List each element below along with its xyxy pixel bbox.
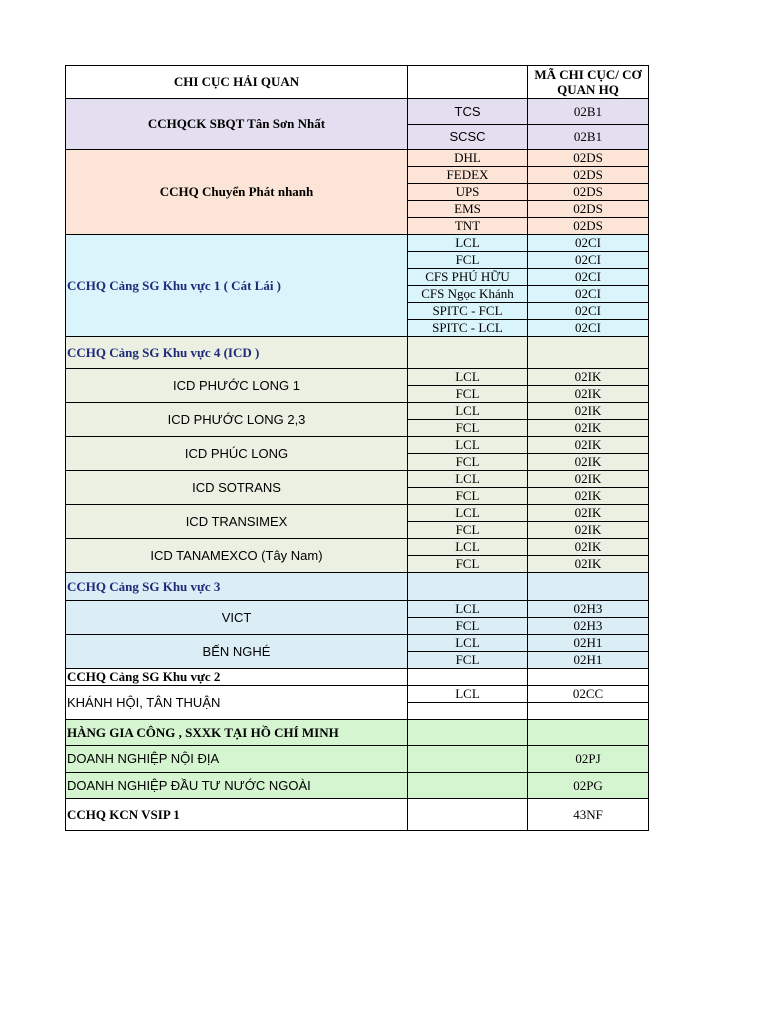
branch-code: 02IK [528,505,649,522]
branch-code: 02PJ [528,746,649,773]
branch-code: 43NF [528,799,649,831]
table-row [66,773,649,799]
empty-cell [408,720,528,746]
icd-name: ICD PHƯỚC LONG 1 [66,369,408,403]
branch-name: CCHQ Chuyển Phát nhanh [66,150,408,235]
branch-code: 02IK [528,454,649,471]
table-row [66,150,649,167]
branch-code: 02H1 [528,635,649,652]
cargo-type: LCL [408,686,528,703]
cargo-type: LCL [408,539,528,556]
cargo-type: LCL [408,635,528,652]
branch-code: 02IK [528,437,649,454]
cargo-type [408,703,528,720]
table-row [66,635,649,652]
branch-code: 02IK [528,471,649,488]
empty-cell [408,337,528,369]
customs-branch-table [65,65,649,831]
table-row [66,686,649,703]
table-row [66,799,649,831]
empty-cell [408,669,528,686]
enterprise-name: DOANH NGHIỆP ĐẦU TƯ NƯỚC NGOÀI [66,773,408,799]
cargo-type: UPS [408,184,528,201]
table-row [66,471,649,488]
table-row [66,505,649,522]
branch-code: 02DS [528,184,649,201]
branch-code: 02CI [528,269,649,286]
cargo-type: LCL [408,403,528,420]
empty-cell [528,669,649,686]
cargo-type: FCL [408,652,528,669]
branch-code: 02DS [528,150,649,167]
header-branch-name: CHI CỤC HẢI QUAN [66,66,408,99]
branch-code: 02H3 [528,601,649,618]
section-row [66,720,649,746]
cargo-type: TCS [408,99,528,125]
branch-code: 02DS [528,201,649,218]
cargo-type: CFS Ngọc Khánh [408,286,528,303]
branch-code: 02CI [528,286,649,303]
section-row [66,669,649,686]
cargo-type: FCL [408,488,528,505]
port-name: VICT [66,601,408,635]
cargo-type: FCL [408,556,528,573]
branch-code: 02IK [528,556,649,573]
branch-code: 02H3 [528,618,649,635]
cargo-type: EMS [408,201,528,218]
section-title: CCHQ Cảng SG Khu vực 4 (ICD ) [66,337,408,369]
section-title: CCHQ Cảng SG Khu vực 3 [66,573,408,601]
branch-code: 02CI [528,235,649,252]
cargo-type: FCL [408,618,528,635]
branch-code: 02IK [528,420,649,437]
branch-name: CCHQCK SBQT Tân Sơn Nhất [66,99,408,150]
cargo-type [408,746,528,773]
icd-name: ICD TANAMEXCO (Tây Nam) [66,539,408,573]
cargo-type: FCL [408,522,528,539]
empty-cell [528,337,649,369]
branch-name: CCHQ Cảng SG Khu vực 1 ( Cát Lái ) [66,235,408,337]
branch-name: CCHQ KCN VSIP 1 [66,799,408,831]
cargo-type [408,799,528,831]
cargo-type [408,773,528,799]
port-name: BẾN NGHÉ [66,635,408,669]
cargo-type: DHL [408,150,528,167]
icd-name: ICD PHƯỚC LONG 2,3 [66,403,408,437]
table-row [66,369,649,386]
section-row [66,337,649,369]
cargo-type: CFS PHÚ HỮU [408,269,528,286]
empty-cell [528,720,649,746]
enterprise-name: DOANH NGHIỆP NỘI ĐỊA [66,746,408,773]
icd-name: ICD SOTRANS [66,471,408,505]
cargo-type: FCL [408,252,528,269]
cargo-type: SPITC - FCL [408,303,528,320]
empty-cell [408,573,528,601]
branch-code: 02CI [528,303,649,320]
branch-code: 02IK [528,403,649,420]
cargo-type: FCL [408,454,528,471]
table-row [66,746,649,773]
cargo-type: LCL [408,235,528,252]
section-row [66,573,649,601]
cargo-type: SPITC - LCL [408,320,528,337]
branch-code: 02IK [528,369,649,386]
branch-code: 02CC [528,686,649,703]
cargo-type: LCL [408,471,528,488]
table-row [66,437,649,454]
branch-code [528,703,649,720]
branch-code: 02B1 [528,125,649,150]
header-branch-code: MÃ CHI CỤC/ CƠ QUAN HQ [528,66,649,99]
table-row [66,539,649,556]
branch-code: 02B1 [528,99,649,125]
port-name: KHÁNH HỘI, TÂN THUẬN [66,686,408,720]
branch-code: 02DS [528,167,649,184]
cargo-type: SCSC [408,125,528,150]
branch-code: 02CI [528,320,649,337]
empty-cell [528,573,649,601]
branch-code: 02CI [528,252,649,269]
cargo-type: LCL [408,369,528,386]
icd-name: ICD TRANSIMEX [66,505,408,539]
cargo-type: TNT [408,218,528,235]
cargo-type: LCL [408,601,528,618]
section-title: CCHQ Cảng SG Khu vực 2 [66,669,408,686]
table-row [66,601,649,618]
section-title: HÀNG GIA CÔNG , SXXK TẠI HỒ CHÍ MINH [66,720,408,746]
branch-code: 02H1 [528,652,649,669]
cargo-type: FEDEX [408,167,528,184]
table-row [66,403,649,420]
icd-name: ICD PHÚC LONG [66,437,408,471]
branch-code: 02IK [528,386,649,403]
branch-code: 02PG [528,773,649,799]
header-empty [408,66,528,99]
branch-code: 02DS [528,218,649,235]
cargo-type: FCL [408,420,528,437]
branch-code: 02IK [528,522,649,539]
table-row [66,99,649,125]
cargo-type: LCL [408,437,528,454]
header-row [66,66,649,99]
cargo-type: LCL [408,505,528,522]
table-row [66,235,649,252]
branch-code: 02IK [528,488,649,505]
branch-code: 02IK [528,539,649,556]
cargo-type: FCL [408,386,528,403]
